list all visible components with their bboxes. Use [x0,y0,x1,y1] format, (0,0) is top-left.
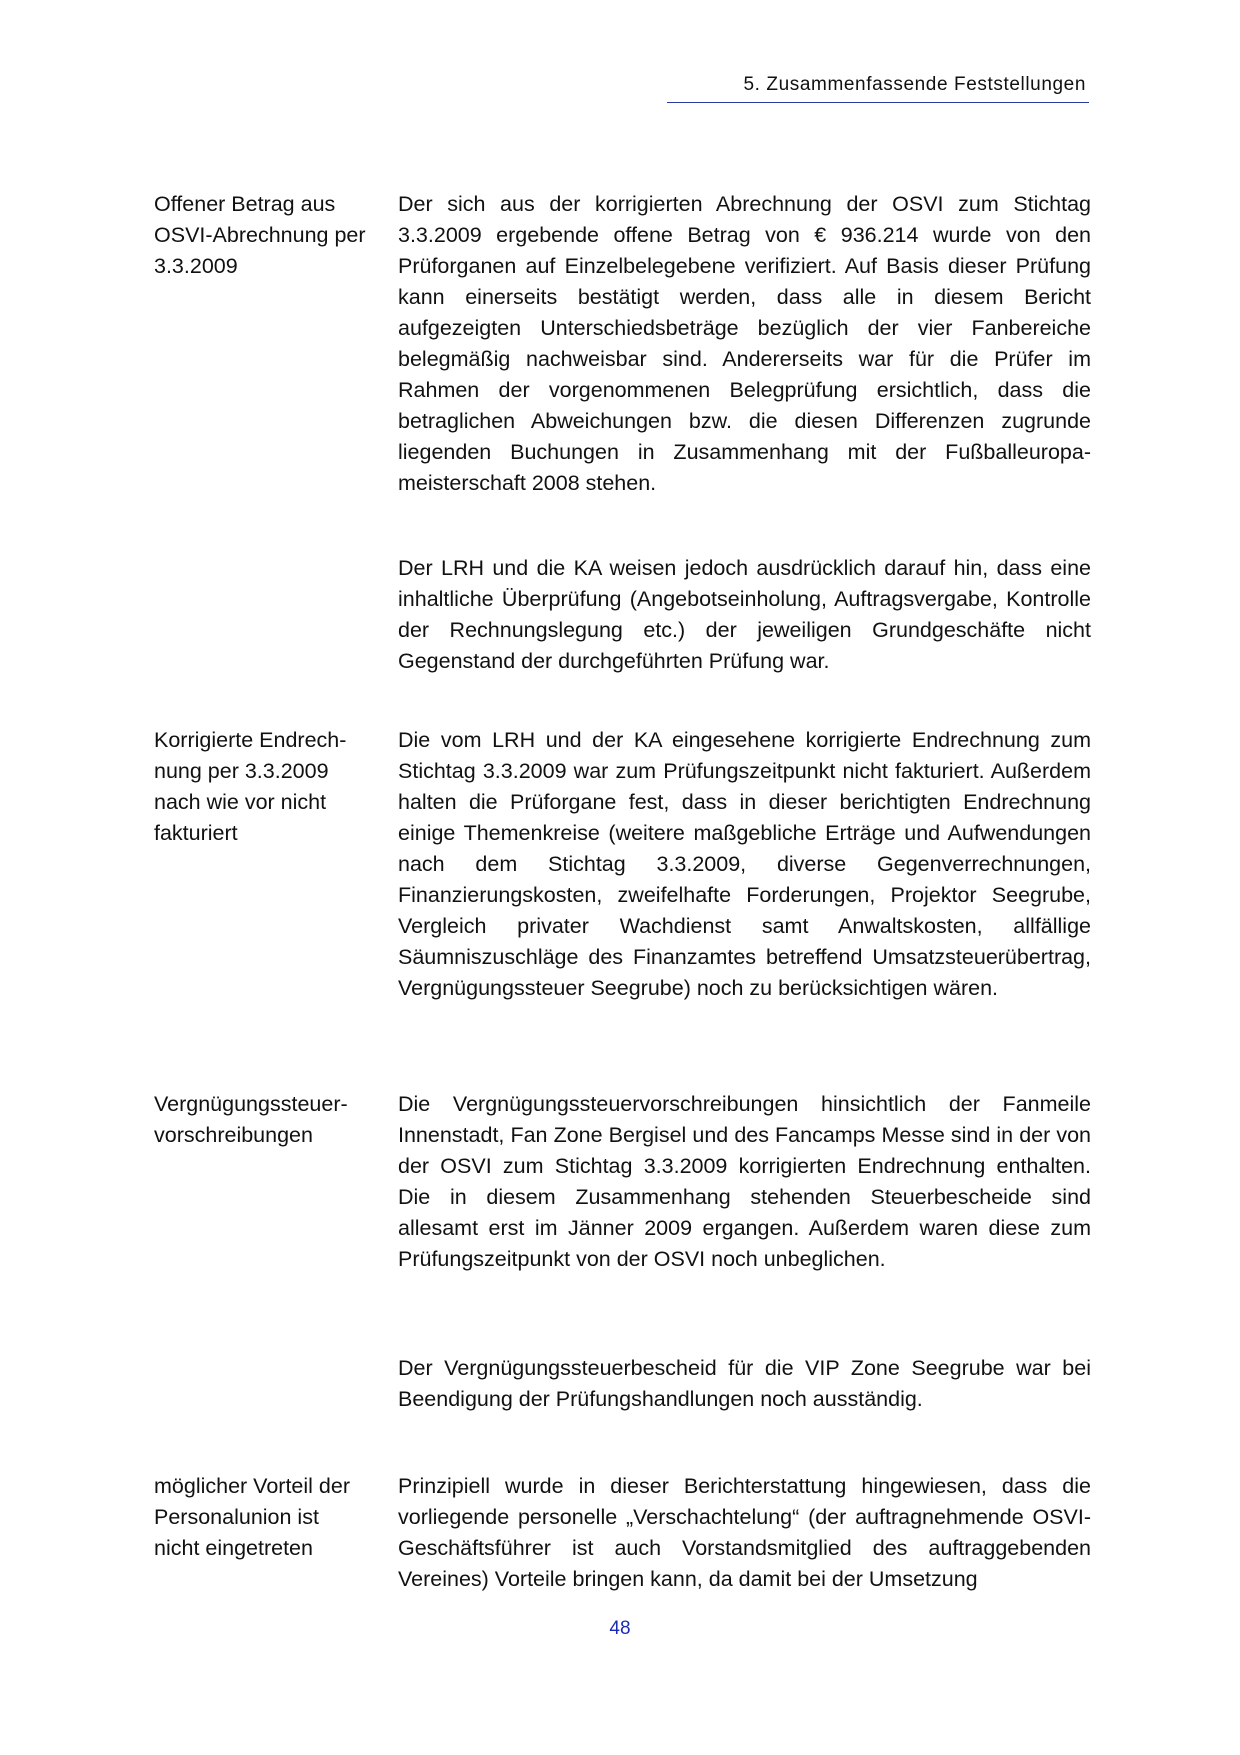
paragraph-vip-zone: Der Vergnügungssteuerbescheid für die VIP Zone Seegrube war bei Beendigung der Prüfungshandlungen noch ausständig. [398,1356,1091,1411]
chapter-title: 5. Zusammenfassende Feststellungen [743,74,1086,95]
margin-note-line: Offener Betrag aus [154,192,336,216]
margin-note-korrigierte-endrechnung [154,725,394,849]
margin-note-line: Personalunion ist [154,1505,319,1529]
margin-note-line: nung per 3.3.2009 [154,759,329,783]
paragraph-personalunion: Prinzipiell wurde in dieser Berichterstattung hingewiesen, dass die vorliegende personelle „Verschachtelung“ (der auftragnehmende OSVI-Geschäftsführer ist auch Vorstandsmitglied des auftraggebenden Vereines) Vorteile bringen kann, da damit bei der Umsetzung [398,1474,1091,1591]
page-number: 48 [609,1618,631,1639]
margin-note-personalunion [154,1471,394,1564]
margin-note-line: vorschreibungen [154,1123,313,1147]
margin-note-line: nach wie vor nicht [154,790,327,814]
paragraph-vergnuegungssteuer: Die Vergnügungssteuervorschreibungen hinsichtlich der Fanmeile Innenstadt, Fan Zone Bergisel und des Fancamps Messe sind in der von der OSVI zum Stichtag 3.3.2009 korrigierten Endrechnung enthalten. Die in diesem Zusammenhang stehenden Steuerbescheide sind allesamt erst im Jänner 2009 ergangen. Außerdem waren diese zum Prüfungszeitpunkt von der OSVI noch unbeglichen. [398,1092,1091,1271]
margin-note-line: fakturiert [154,821,238,845]
paragraph-lrh-hinweis: Der LRH und die KA weisen jedoch ausdrücklich darauf hin, dass eine inhaltliche Überprüfung (Angebotseinholung, Auftragsvergabe, Kontrolle der Rechnungslegung etc.) der jeweiligen Grundgeschäfte nicht Gegenstand der durchgeführten Prüfung war. [398,556,1091,673]
margin-note-line: OSVI-Abrechnung per [154,223,366,247]
margin-note-line: möglicher Vorteil der [154,1474,350,1498]
running-header [667,72,1089,103]
margin-note-vergnuegungssteuer [154,1089,394,1151]
paragraph-offener-betrag: Der sich aus der korrigierten Abrechnung der OSVI zum Stichtag 3.3.2009 ergebende offene Betrag von € 936.214 wurde von den Prüforganen auf Einzelbelegebene verifiziert. Auf Basis dieser Prüfung kann einerseits bestätigt werden, dass alle in diesem Bericht aufgezeigten Unterschiedsbeträge bezüglich der vier Fanbereiche belegmäßig nachweisbar sind. Andererseits war für die Prüfer im Rahmen der vorgenommenen Belegprüfung ersichtlich, dass die betraglichen Abweichungen bzw. die diesen Differenzen zugrunde liegenden Buchungen in Zusammenhang mit der Fußballeuropameisterschaft 2008 stehen. [398,192,1091,495]
paragraph-korrigierte-endrechnung: Die vom LRH und der KA eingesehene korrigierte Endrechnung zum Stichtag 3.3.2009 war zum Prüfungszeitpunkt nicht fakturiert. Außerdem halten die Prüforgane fest, dass in dieser berichtigten Endrechnung einige Themenkreise (weitere maßgebliche Erträge und Aufwendungen nach dem Stichtag 3.3.2009, diverse Gegenverrechnungen, Finanzierungskosten, zweifelhafte Forderungen, Projektor Seegrube, Vergleich privater Wachdienst samt Anwaltskosten, allfällige Säumniszuschläge des Finanzamtes betreffend Umsatzsteuerübertrag, Vergnügungssteuer Seegrube) noch zu berücksichtigen wären. [398,728,1091,1000]
margin-note-line: Korrigierte Endrech- [154,728,347,752]
margin-note-line: nicht eingetreten [154,1536,313,1560]
margin-note-line: 3.3.2009 [154,254,238,278]
margin-note-line: Vergnügungssteuer- [154,1092,348,1116]
margin-note-offener-betrag [154,189,394,282]
